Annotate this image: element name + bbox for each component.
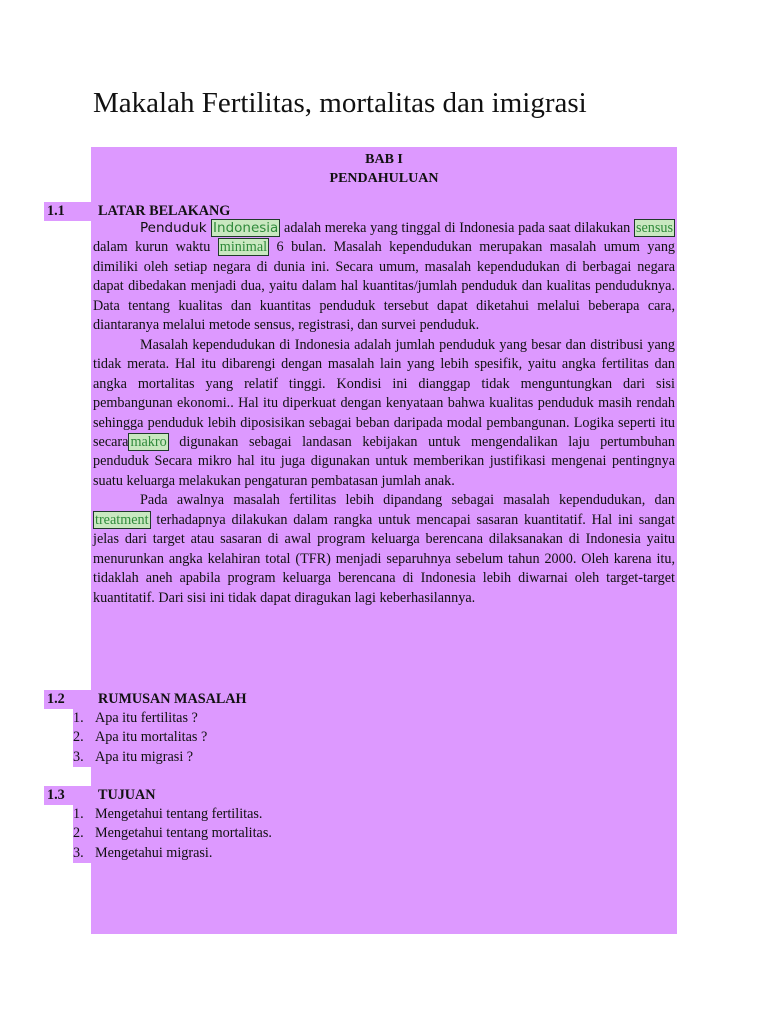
list-text: Apa itu migrasi ? (95, 748, 194, 765)
question-list (73, 709, 207, 767)
text-run: terhadapnya dilakukan dalam rangka untuk mencapai sasaran kuantitatif. Hal ini sangat jelas dari target atau sasaran di awal program keluarga berencana dilaksanakan di Indonesia yaitu menurunkan angka kelahiran total (TFR) menjadi separuhnya sebelum tahun 2000. Oleh karena itu, tidaklah aneh apabila program keluarga berencana di Indonesia lebih diwarnai oleh target-target kuantitatif. Dari sisi ini tidak dapat diragukan lagi keberhasilannya. (93, 511, 675, 606)
list-text: Mengetahui tentang mortalitas. (95, 825, 272, 842)
hyperlink-treatment[interactable]: treatment (95, 511, 149, 528)
list-item (73, 728, 207, 747)
paragraph (93, 336, 675, 492)
list-number: 2. (73, 729, 84, 746)
text-run: Penduduk (140, 220, 212, 236)
text-run: 6 bulan. Masalah kependudukan merupakan masalah umum yang dimiliki oleh setiap negara di dunia ini. Secara umum, masalah kependudukan di berbagai negara dapat dibedakan menjadi dua, yaitu dalam hal kuantitas/jumlah penduduk dan kualitas penduduknya. Data tentang kualitas dan kuantitas penduduk tersebut dapat diketahui melalui beberapa cara, diantaranya melalui metode sensus, registrasi, dan survei penduduk. (93, 239, 676, 334)
section-body (93, 219, 675, 608)
objective-list (73, 805, 272, 863)
text-run: Masalah kependudukan di Indonesia adalah jumlah penduduk yang besar dan distribusi yang tidak merata. Hal itu dibarengi dengan masalah lain yang lebih spesifik, yaitu angka fertilitas dan angka mortalitas yang relatif tinggi. Kondisi ini dianggap tidak menguntungkan dari sisi pembangunan ekonomi.. Hal itu diperkuat dengan kenyataan bahwa kualitas penduduk masih rendah sehingga penduduk lebih diposisikan sebagai beban daripada modal pembangunan. Logika seperti itu secara (93, 336, 675, 450)
list-item (73, 824, 272, 843)
hyperlink-indonesia[interactable]: Indonesia (213, 220, 279, 236)
list-item (73, 805, 272, 824)
list-number: 1. (73, 710, 84, 726)
section-heading: LATAR BELAKANG (98, 203, 231, 219)
text-run: dalam kurun waktu (93, 239, 218, 256)
paragraph (93, 219, 675, 336)
section-number: 1.2 (47, 691, 65, 707)
list-number: 3. (73, 748, 84, 765)
list-item (73, 748, 207, 767)
text-run: adalah mereka yang tinggal di Indonesia pada saat dilakukan (280, 220, 634, 236)
chapter-label: BAB I (365, 152, 403, 167)
section-heading: TUJUAN (98, 787, 156, 803)
section-heading: RUMUSAN MASALAH (98, 691, 247, 707)
section-number: 1.3 (47, 787, 65, 803)
list-number: 3. (73, 844, 84, 861)
hyperlink-makro[interactable]: makro (130, 433, 167, 450)
list-text: Apa itu mortalitas ? (95, 729, 208, 746)
list-number: 2. (73, 825, 84, 842)
document-title: Makalah Fertilitas, mortalitas dan imigrasi (93, 87, 587, 119)
text-run: Pada awalnya masalah fertilitas lebih dipandang sebagai masalah kependudukan, dan (140, 492, 675, 509)
list-item (73, 709, 207, 728)
text-run: digunakan sebagai landasan kebijakan untuk mengendalikan laju pertumbuhan penduduk Secara mikro hal itu juga digunakan untuk memberikan justifikasi mengenai pentingnya suatu keluarga melakukan pengaturan pembatasan jumlah anak. (93, 433, 675, 489)
section-number: 1.1 (47, 203, 65, 219)
chapter-title: PENDAHULUAN (329, 171, 439, 186)
list-item (73, 844, 272, 863)
list-number: 1. (73, 806, 84, 822)
list-text: Apa itu fertilitas ? (95, 710, 198, 726)
list-text: Mengetahui migrasi. (95, 844, 213, 861)
paragraph (93, 491, 675, 608)
hyperlink-sensus[interactable]: sensus (635, 220, 673, 236)
list-text: Mengetahui tentang fertilitas. (95, 806, 263, 822)
hyperlink-minimal[interactable]: minimal (219, 239, 268, 256)
